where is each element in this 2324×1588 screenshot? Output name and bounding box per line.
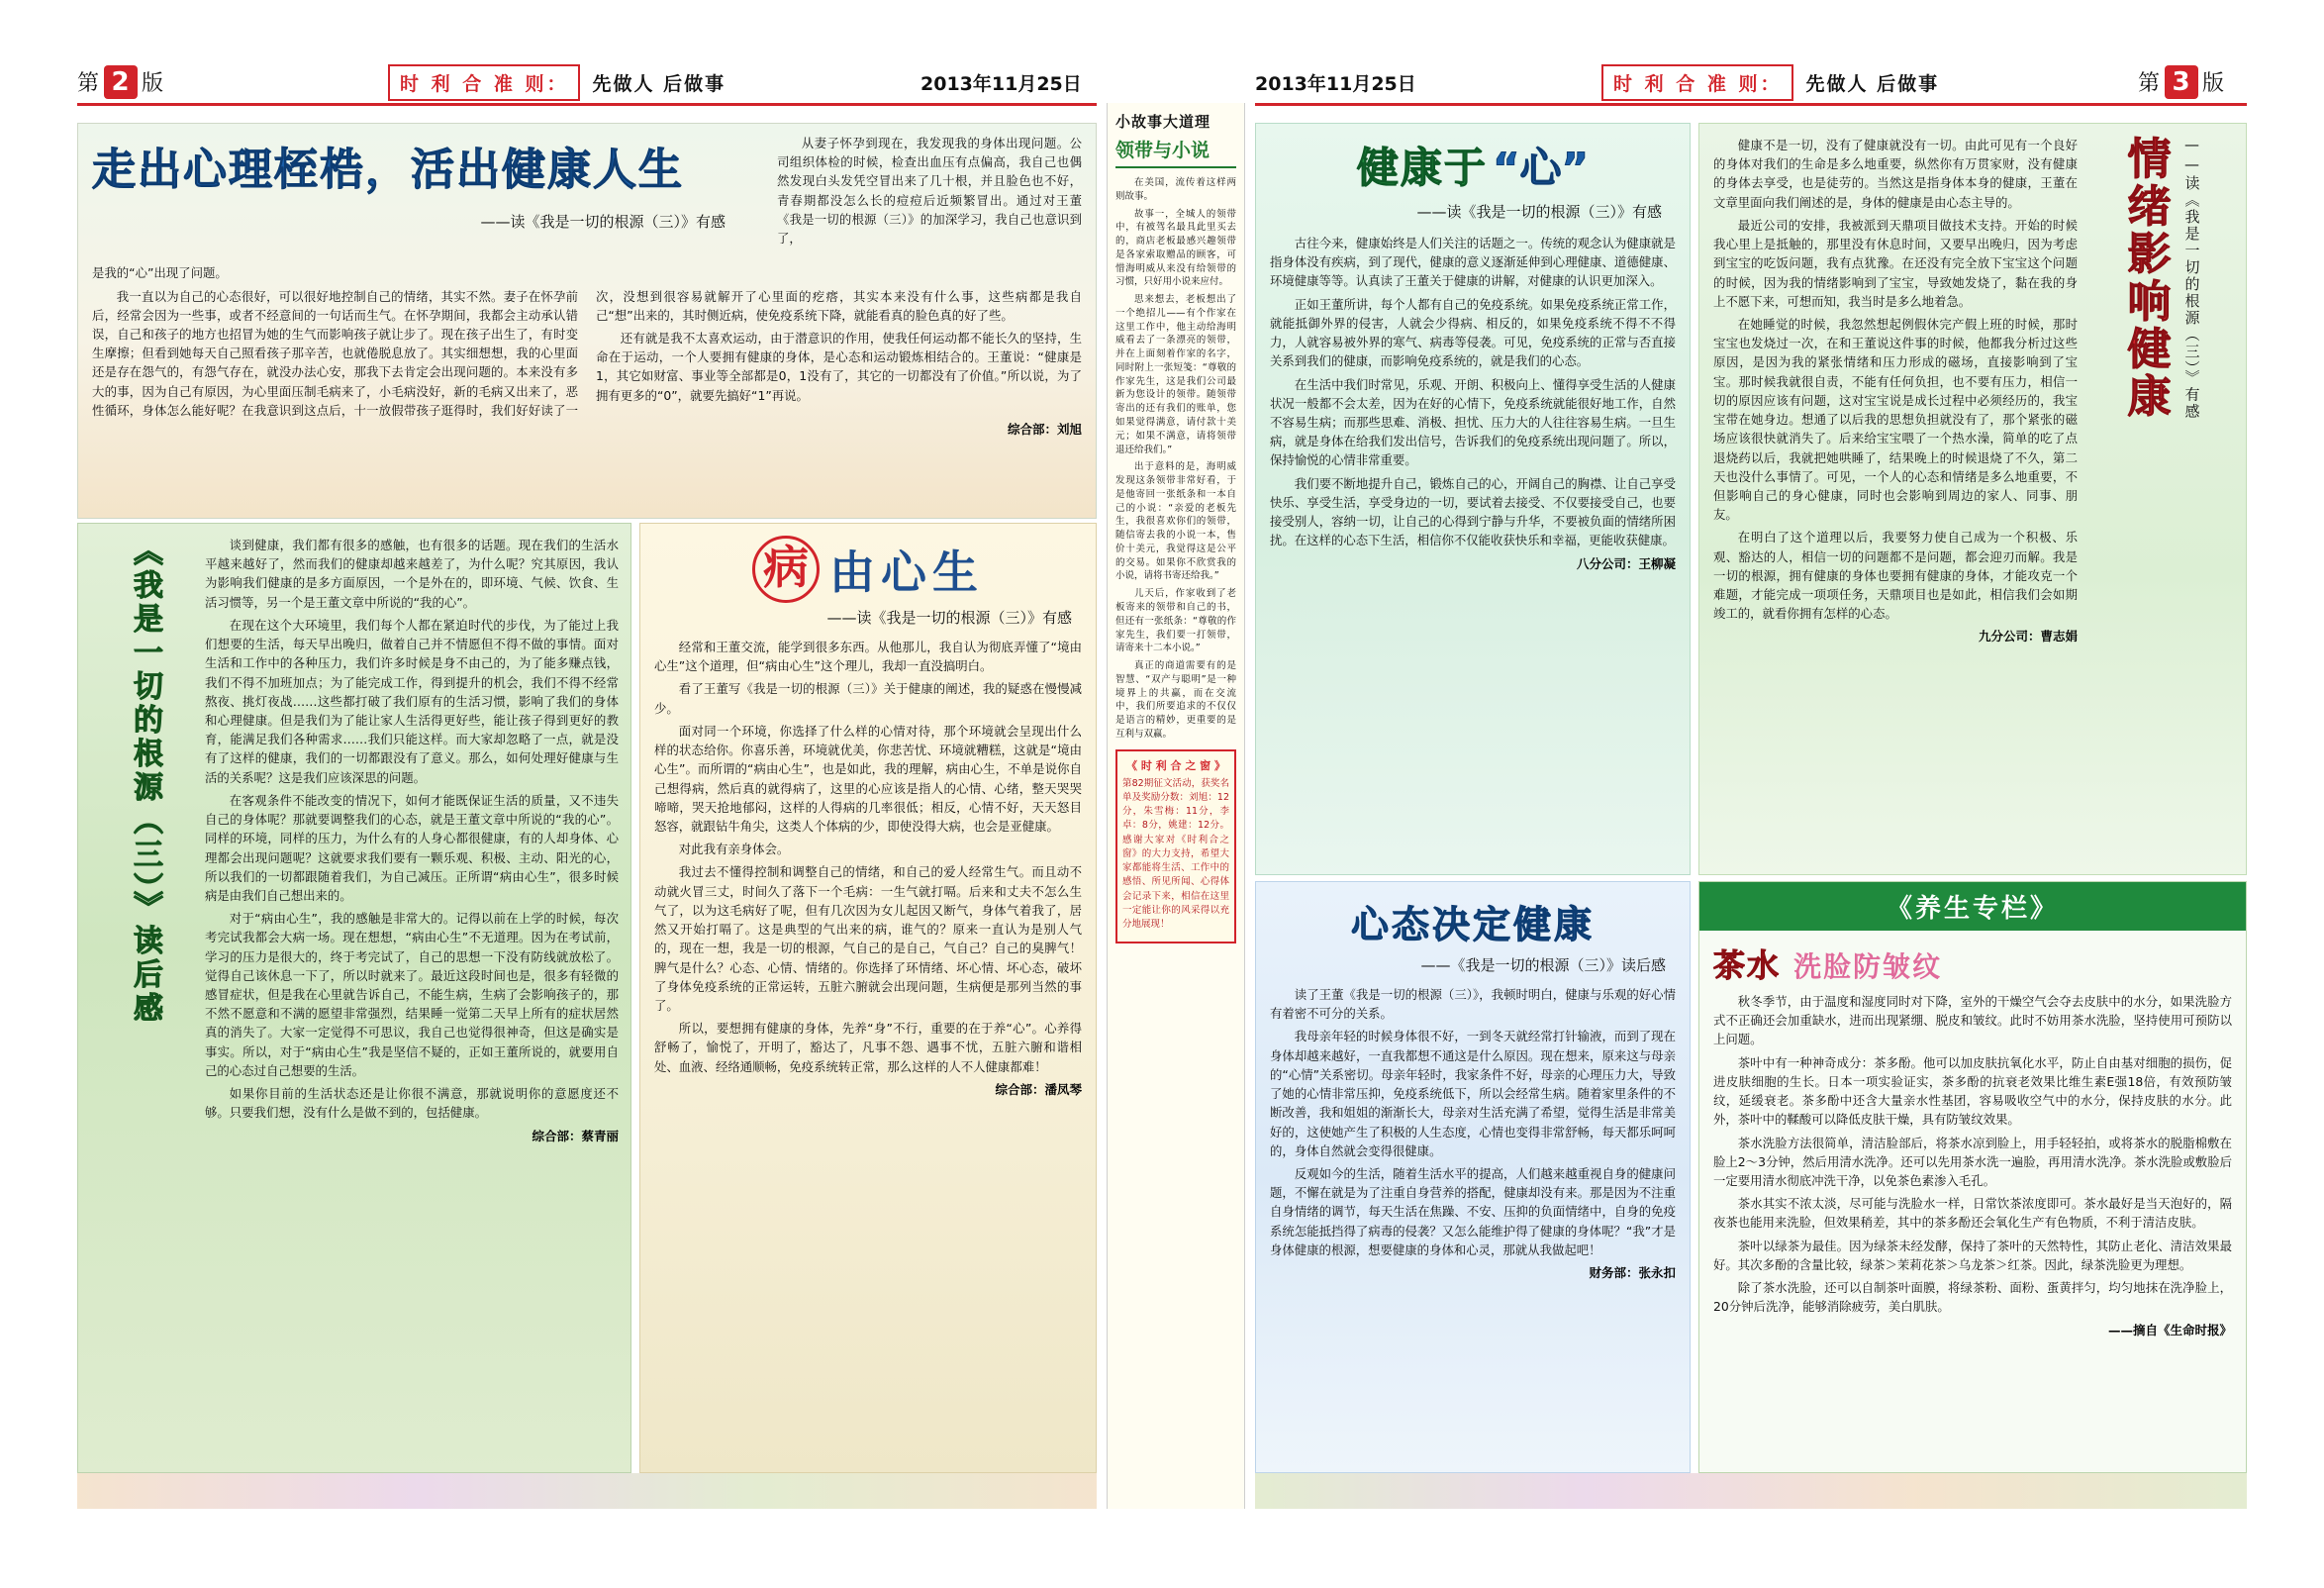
article-情绪影响健康	[1698, 123, 2247, 875]
article2-para-4: 如果你目前的生活状态还是让你很不满意，那就说明你的意愿度还不够。只要我们想，没有什么是做不到的，包括健康。	[205, 1086, 619, 1121]
article4-para-3: 我们要不断地提升自己，锻炼自己的心，开阔自己的胸襟、让自己享受快乐、享受生活，享受身边的一切，要试着去接受、不仅要接受自己，也要接受别人，容纳一切，让自己的心得到宁静与升华，不要被负面的情绪所困扰。在这样的心态下生活，相信你不仅能收获快乐和幸福，更能收获健康。	[1270, 475, 1676, 548]
article3-para-4: 我过去不懂得控制和调整自己的情绪，和自己的爱人经常生气。而且动不动就火冒三丈，时间久了落下一个毛病：一生气就打嗝。后来和丈夫不怎么生气了，以为这毛病好了呢，但有几次因为女儿起因又断气，身体气着我了，居然又开始打嗝了。这是典型的气出来的病，谁气的？原来一直认为是别人气的，现在一想，我是一切的根源，气自己的是自己，气自己？自己的臭脾气！脾气是什么？心态、心情、情绪的。你选择了环情绪、坏心情、坏心态，破坏了身体免疫系统的正常运转，五脏六腑就会出现问题，生病便是那列当然的事了。	[654, 864, 1082, 1013]
rule-text: 先做人 后做事	[592, 72, 726, 95]
article3-para-0: 经常和王董交流，能学到很多东西。从他那儿，我自认为彻底弄懂了“境由心生”这个道理，但“病由心生”这个理儿，我却一直没搞明白。	[654, 640, 1082, 674]
article5-byline: 财务部：张永扣	[1589, 1265, 1676, 1281]
article2-para-1: 在现在这个大环境里，我们每个人都在紧迫时代的步伐，为了能过上我们想要的生活，每天早出晚归，做着自己并不情愿但不得不做的事情。面对生活和工作中的各种压力，我们许多时候是身不由己的，为了能多赚点钱，我们不得不加班加点；为了能完成工作，得到提升的机会，我们不得不经常熬夜、挑灯夜战……这些都打破了我们原有的生活习惯，影响了我们的身体和心理健康。但是我们为了能让家人生活得更好些，能让孩子得到更好的教育，能满足我们各种需求……我们只能这样。而大家却忽略了一点，就是没有了这样的健康，我们的一切都跟没有了意义。那么，如何处理好健康与生活的关系呢？这是我们应该深思的问题。	[205, 617, 619, 785]
article-心态决定健康	[1255, 881, 1691, 1473]
article1-para-0: 我一直以为自己的心态很好，可以很好地控制自己的情绪，其实不然。妻子在怀孕前后，经常会因为一些事，或者不经意间的一句话而生气。在怀孕期间，我都会主动承认错误，自己和孩子的地方也招冒为她的生气而影响孩子就让步了。现在孩子出生了，有时变生摩擦；但看到她每天自己照看孩子那辛苦，也就倦脱息放了。其实细想想，我的心里面还是存在怨气的，有怨气存在，就没办法心安，那我下去肯定会出现问题的。本来没有多大的事，因为自己有原因，为心里面压制毛病来了，小毛病没好，新的毛病又出来了，恶性循环，身体怎么能好呢？在我意识到这点后，十一放假带孩子逛得时，我们好好读了一次，没想到很容易就解开了心里面的疙瘩，其实本来没有什么事，这些病都是我自己“想”出来的，其时侧近病，使免疫系统下降，就能看真的脸色真的好了些。	[92, 288, 1082, 418]
article3-para-3: 对此我有亲身体会。	[678, 842, 790, 857]
article1-top-right: 从妻子怀孕到现在，我发现我的身体出现问题。公司组织体检的时候，检查出血压有点偏高，我自己也偶然发现白头发凭空冒出来了几十根，并且脸色也不好，青春期都没怎么长的痘痘后近频繁冒出。通过对王董《我是一切的根源（三）》的加深学习，我自己也意识到了，	[777, 136, 1082, 247]
right-date-text: 2013年11月25日	[1255, 72, 1416, 95]
article5-para-1: 我母亲年轻的时候身体很不好，一到冬天就经常打针输液，而到了现在身体却越来越好，一直我都想不通这是什么原因。现在想来，原来这与母亲的“心情”关系密切。母亲年轻时，我家条件不好，母亲的心理压力大，导致了她的心情非常压抑，免疫系统低下，所以会经常生病。随着家里条件的不断改善，我和姐姐的渐渐长大，母亲对生活充满了希望，觉得生活是非常美好的，这使她产生了积极的人生态度，心情也变得非常舒畅，每天都乐呵呵的，身体自然就会变得很健康。	[1270, 1029, 1676, 1158]
notice-title: 《 时 利 合 之 窗 》	[1126, 758, 1225, 772]
article5-title: 心态决定健康	[1350, 903, 1595, 946]
article6-para-1: 最近公司的安排，我被派到天鼎项目做技术支持。开始的时候我心里上是抵触的，那里没有休息时间，又要早出晚归，因为考虑到宝宝的吃饭问题，我有点犹豫。在还没有完全放下宝宝这个问题的时候，因为我的情绪影响到了宝宝，导致她发烧了，黏在我的身上不愿下来，可想而知，我当时是多么地着急。	[1713, 217, 2078, 309]
article4-byline: 八分公司：王柳凝	[1576, 555, 1676, 571]
right-page-number	[2138, 59, 2225, 105]
article7-para-5: 除了茶水洗脸，还可以自制茶叶面膜，将绿茶粉、面粉、蛋黄拌匀，均匀地抹在洗净脸上，20分钟后洗净，能够消除疲劳，美白肌肤。	[1713, 1280, 2232, 1315]
article3-para-1: 看了王董写《我是一切的根源（三）》关于健康的阐述，我的疑惑在慢慢减少。	[654, 681, 1082, 716]
right-page-label-pre: 第	[2138, 71, 2162, 96]
article6-para-3: 在明白了这个道理以后，我要努力使自己成为一个积极、乐观、豁达的人，相信一切的问题都不是问题，都会迎刃而解。我是一切的根源，拥有健康的身体也要拥有健康的身体，才能攻克一个难题，才能完成一项项任务，天鼎项目也是如此，相信我们会如期竣工的，就看你拥有怎样的心态。	[1713, 530, 2078, 622]
bottom-decor-left	[77, 1473, 1097, 1509]
sidebar-para-1: 故事一，全城人的领带中，有被驾名最具此里买去的，商店老板最感兴趣领带是各家索取赠品的顾客，可惜海明威从来没有给领带的习惯，只好用小说来应付。	[1115, 208, 1236, 288]
article2-para-3: 对于“病由心生”，我的感触是非常大的。记得以前在上学的时候，每次考完试我都会大病一场。现在想想，“病由心生”不无道理。因为在考试前，学习的压力是很大的，终于考完试了，自己的思想一下没有防线就放松了。觉得自己该休息一下了，所以时就来了。最近这段时间也是，很多有轻微的感冒症状，但是我在心里就告诉自己，不能生病，生病了会影响孩子的，那不然不愿意和不满的愿望非常强烈，结果睡一觉第二天早上所有的症状居然真的消失了。大家一定觉得不可思议，我自己也觉得很神奇，但这是确实是事实。所以，对于“病由心生”我是坚信不疑的，正如王董所说的，就要用自己的心态过自己想要的生活。	[205, 911, 619, 1078]
article2-para-2: 在客观条件不能改变的情况下，如何才能既保证生活的质量，又不违失自己的身体呢？那就要调整我们的心态，就是王董文章中所说的“我的心”。同样的环境，同样的压力，为什么有的人身心都很健康，有的人却身体、心理都会出现问题呢？这就要求我们要有一颗乐观、积极、主动、阳光的心，所以我们的一切都跟随着我们，为自己减压。正所谓“病由心生”，很多时候病是由我们自己想出来的。	[205, 792, 619, 903]
right-header-rule	[1255, 103, 2247, 106]
article4-title-quote: “心”	[1492, 144, 1590, 192]
article1-subtitle: ——读《我是一切的根源（三）》有感	[480, 213, 726, 231]
sidebar-para-3: 出于意料的是，海明威发现这条领带非常好看，于是他寄回一张纸条和一本自己的小说：“亲爱的老板先生，我很喜欢你们的领带，随信寄去我的小说一本，售价十美元，我觉得这是公平的交易。如果你不欣赏我的小说，请将书寄还给我。”	[1115, 461, 1236, 582]
left-header-rule	[77, 103, 1097, 106]
left-page-header	[77, 59, 164, 105]
article3-big-char: 病	[752, 536, 820, 603]
left-page-num-badge: 2	[104, 65, 138, 99]
left-date	[920, 59, 1082, 105]
article6-para-0: 健康不是一切，没有了健康就没有一切。由此可见有一个良好的身体对我们的生命是多么地重要，纵然你有万贯家财，没有健康的身体去享受，也是徒劳的。当然这是指身体本身的健康，王董在文章里面向我们阐述的是，身体的健康是由心态主导的。	[1713, 138, 2078, 210]
article-养生专栏	[1698, 881, 2247, 1473]
left-date-text: 2013年11月25日	[920, 72, 1082, 95]
article4-subtitle: ——读《我是一切的根源（三）》有感	[1416, 203, 1662, 221]
article4-para-1: 正如王董所讲，每个人都有自己的免疫系统。如果免疫系统正常工作，就能抵御外界的侵害，人就会少得病、相反的，如果免疫系统不得不不得力，人就容易被外界的寒气、病毒等侵袭。可见，免疫系统的正常与否直接关系到我们的健康，而影响免疫系统的，就是我们的心态。	[1270, 296, 1676, 369]
column-title-养生专栏: 《养生专栏》	[1699, 882, 2246, 931]
right-page-num-badge: 3	[2165, 65, 2198, 99]
article3-title: 由心生	[829, 546, 984, 599]
left-rule-banner	[388, 59, 726, 105]
article7-subtitle-pink: 洗脸防皱纹	[1793, 950, 1943, 983]
article1-lead: 是我的“心”出现了问题。	[92, 265, 228, 281]
article6-para-2: 在她睡觉的时候，我忽然想起例假休完产假上班的时候，那时宝宝也发烧过一次，在和王董说这件事的时候，他都我分析过这些原因，是因为我的紧张情绪和压力形成的磁场，直接影响到了宝宝。那时候我就很自责，不能有任何负担，也不要有压力，相信一切的原因应该有问题，这对宝宝说是成长过程中必须经历的，我宝宝带在她身边。想通了以后我的思想负担就没有了，那个紧张的磁场应该很快就消失了。后来给宝宝喂了一个热水澡，简单的吃了点退烧药以后，我就把她哄睡了，结果晚上的时候退烧了不久，第二天也没什么事情了。可见，一个人的心态和情绪是多么地重要，不但影响自己的身心健康，同时也会影响到周边的家人、同事、朋友。	[1713, 316, 2078, 523]
sidebar-小故事大道理	[1107, 103, 1245, 1509]
rule-text-right: 先做人 后做事	[1805, 72, 1940, 95]
article-病由心生	[639, 523, 1097, 1473]
sidebar-para-5: 真正的商道需要有的是智慧、“双产与聪明”是一种境界上的共赢，而在交流中，我们所要追求的不仅仅是语言的精妙，更重要的是互利与双赢。	[1115, 660, 1236, 740]
right-rule-banner	[1601, 59, 1939, 105]
article7-source: ——摘自《生命时报》	[2107, 1322, 2232, 1338]
article1-byline: 综合部：刘旭	[1007, 422, 1082, 438]
article5-subtitle: ——《我是一切的根源（三）》读后感	[1420, 956, 1666, 974]
right-date	[1255, 59, 1416, 105]
article3-subtitle: ——读《我是一切的根源（三）》有感	[826, 609, 1072, 627]
article4-title-main: 健康于	[1356, 144, 1488, 192]
article6-byline: 九分公司：曹志娟	[1978, 629, 2078, 645]
article7-para-3: 茶水其实不浓太淡，尽可能与洗脸水一样，日常饮茶浓度即可。茶水最好是当天泡好的，隔夜茶也能用来洗脸，但效果稍差，其中的茶多酚还会氧化生产有色物质，不利于清洁皮肤。	[1713, 1196, 2232, 1231]
sidebar-header-2: 领带与小说	[1115, 136, 1236, 168]
article7-para-1: 茶叶中有一种神奇成分：茶多酚。他可以加皮肤抗氧化水平，防止自由基对细胞的损伤，促进皮肤细胞的生长。日本一项实验证实，茶多酚的抗衰老效果比维生素E强18倍，有效预防皱纹，延缓衰老。茶多酚中还含大量亲水性基团，容易吸收空气中的水分，保持皮肤的水分。此外，茶叶中的鞣酸可以降低皮肤干燥，具有防皱纹效果。	[1713, 1054, 2232, 1128]
right-page-label-post: 版	[2202, 71, 2226, 96]
sidebar-header-1: 小故事大道理	[1115, 113, 1211, 131]
article-走出心理桎梏	[77, 123, 1097, 519]
article-我是一切的根源读后感	[77, 523, 631, 1473]
sidebar-para-4: 儿天后，作家收到了老板寄来的领带和自己的书，但还有一张纸条：“尊敬的作家先生，我们要一打领带，请寄来十二本小说。”	[1115, 588, 1236, 654]
article6-vertical-title: 情绪影响健康	[2119, 136, 2171, 421]
sidebar-para-0: 在美国，流传着这样两则故事。	[1115, 177, 1236, 202]
sidebar-para-2: 思来想去，老板想出了一个绝招儿——有个作家在这里工作中，他主动给海明威看去了一条漂亮的领带，并在上面刻着作家的名字，同时附上一张短笺：“尊敬的作家先生，这是我们公司最新为您设计的领带。随领带寄出的还有我们的账单，您如果觉得满意，请付款十美元；如果不满意，请将领带退还给我们。”	[1115, 294, 1236, 455]
article3-para-2: 面对同一个环境，你选择了什么样的心情对待，那个环境就会呈现出什么样的状态给你。你喜乐善，环境就优美，你悲苦忧、环境就糟糕，这就是“境由心生”。而所谓的“病由心生”，也是如此，我的理解，病由心生，不单是说你自己想得病，然后真的就得病了，这里的心应该是指人的心情、心绪，整天哭哭啼啼，哭天抢地郁闷，这样的人得病的几率很低；相反，心情不好，天天怒目怒容，就跟钻牛角尖，这类人个体病的少，即使没得大病，也会是亚健康。	[654, 723, 1082, 834]
article4-para-2: 在生活中我们时常见，乐观、开朗、积极向上、懂得享受生活的人健康状况一般都不会太差，因为在好的心情下，免疫系统就能很好地工作，自然不容易生病；而那些思难、消极、担忧、压力大的人往往容易生病。一旦生病，就是身体在给我们发出信号，告诉我们的免疫系统出现问题了。所以，保持愉悦的心情非常重要。	[1270, 376, 1676, 468]
left-page-label-post: 版	[142, 71, 165, 96]
article3-byline: 综合部：潘凤琴	[995, 1081, 1082, 1097]
article2-vertical-title: 《我是一切的根源（三）》读后感	[128, 536, 162, 1026]
article2-byline: 综合部：蔡青丽	[532, 1128, 619, 1143]
article3-para-5: 所以，要想拥有健康的身体，先养“身”不行，重要的在于养“心”。心养得舒畅了，愉悦了，开明了，豁达了，凡事不怨、遇事不忧，五脏六腑和谐相处、血液、经络通顺畅，免疫系统转正常，那么这样的人不人健康都难！	[654, 1021, 1082, 1074]
bottom-decor-right	[1255, 1473, 2247, 1509]
article7-para-2: 茶水洗脸方法很简单，清洁脸部后，将茶水凉到脸上，用手轻轻拍，或将茶水的脱脂棉敷在脸上2～3分钟，然后用清水洗净。还可以先用茶水洗一遍脸，再用清水洗净。茶水洗脸或敷脸后一定要用清水彻底冲洗干净，以免茶色素渗入毛孔。	[1713, 1135, 2232, 1188]
article4-para-0: 古往今来，健康始终是人们关注的话题之一。传统的观念认为健康就是指身体没有疾病，到了现代，健康的意义逐渐延伸到心理健康、道德健康、环境健康等等。认真读了王董关于健康的讲解，对健康的认识更加深入。	[1270, 236, 1676, 289]
rule-label: 时 利 合 准 则：	[388, 64, 580, 101]
article5-para-0: 读了王董《我是一切的根源（三）》，我顿时明白，健康与乐观的好心情有着密不可分的关系。	[1270, 987, 1676, 1022]
article7-para-0: 秋冬季节，由于温度和湿度同时对下降，室外的干燥空气会夺去皮肤中的水分，如果洗脸方式不正确还会加重缺水，进而出现紧绷、脱皮和皱纹。此时不妨用茶水洗脸，坚持使用可预防以上问题。	[1713, 994, 2232, 1047]
rule-label-right: 时 利 合 准 则：	[1601, 64, 1793, 101]
notice-body: 第82期征文活动，获奖名单及奖励分数：刘旭：12分，朱雪梅：11分，李卓：8分，姚建：12分。感谢大家对《时利合之窗》的大力支持，希望大家都能将生活、工作中的感悟、所见所闻、心得体会记录下来，相信在这里一定能让你的风采得以充分地展现！	[1122, 777, 1229, 931]
article5-para-2: 反观如今的生活，随着生活水平的提高，人们越来越重视自身的健康问题，不懈在就是为了注重自身营养的搭配，健康却没有来。那是因为不注重自身情绪的调节，每天生活在焦躁、不安、压抑的负面情绪中，自身的免疫系统怎能抵挡得了病毒的侵袭？又怎么能维护得了健康的身体呢？“我”才是身体健康的根源，想要健康的身体和心灵，那就从我做起吧！	[1270, 1165, 1676, 1257]
article1-title: 走出心理桎梏，活出健康人生	[92, 145, 684, 195]
left-page-label-pre: 第	[77, 71, 101, 96]
article6-vertical-sub: ——读《我是一切的根源（三）》有感	[2182, 136, 2201, 421]
article-健康于心	[1255, 123, 1691, 875]
article7-subtitle-red: 茶水	[1713, 946, 1782, 984]
article1-para-1: 还有就是我不太喜欢运动，由于潜意识的作用，使我任何运动都不能长久的坚持，生命在于运动，一个人要拥有健康的身体，是心态和运动锻炼相结合的。王董说：“健康是1，其它如财富、事业等全部都是0，1没有了，其它的一切都没有了价值。”所以说，为了拥有更多的“0”，就要先搞好“1”再说。	[596, 330, 1082, 403]
article2-para-0: 谈到健康，我们都有很多的感触，也有很多的话题。现在我们的生活水平越来越好了，然而我们的健康却越来越差了，为什么呢？究其原因，我认为影响我们健康的是多方面原因，一个是外在的，即环境、气候、饮食、生活习惯等，另一个是王董文章中所说的“我的心”。	[205, 538, 619, 610]
left-page-number	[77, 65, 164, 99]
article7-para-4: 茶叶以绿茶为最佳。因为绿茶未经发酵，保持了茶叶的天然特性，其防止老化、清洁效果最好。其次多酚的含量比较，绿茶＞茉莉花茶＞乌龙茶＞红茶。因此，绿茶洗脸更为理想。	[1713, 1238, 2232, 1272]
